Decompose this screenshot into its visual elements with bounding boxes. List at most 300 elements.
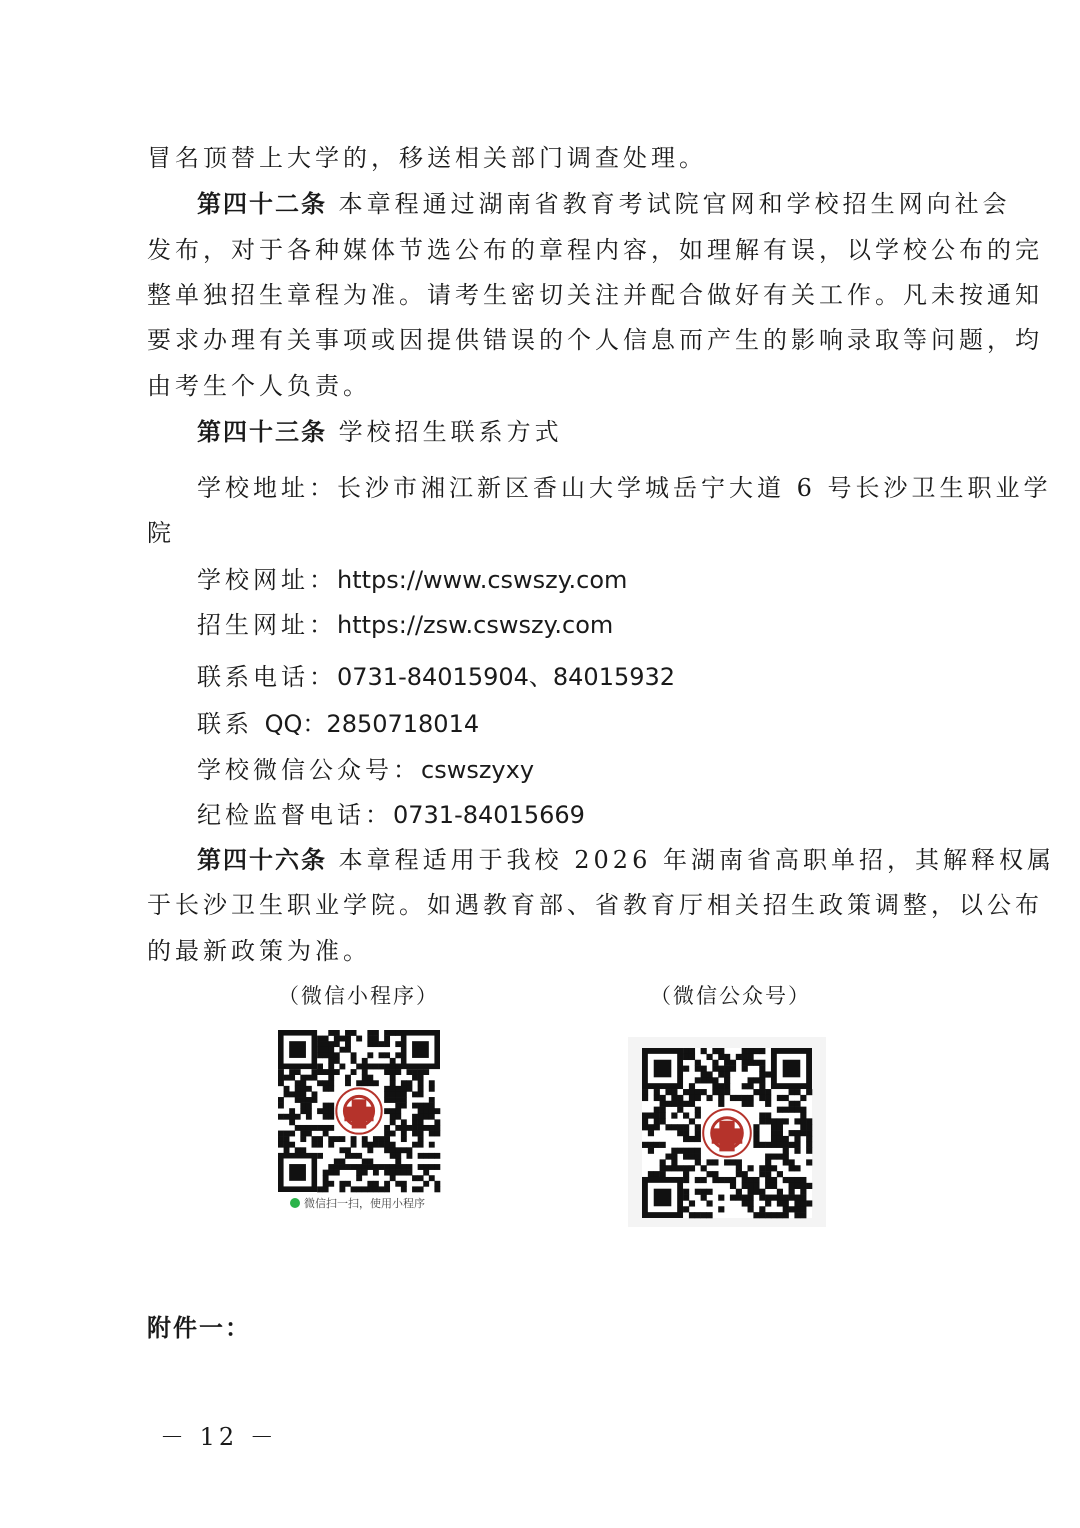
qr-module [677,1101,683,1107]
qr-module [356,1164,362,1170]
qr-module [759,1165,765,1171]
address-line-cont: 院 [147,519,175,547]
qr-module [418,1103,424,1109]
qr-module [765,1200,771,1206]
qr-module [412,1075,418,1081]
qr-module [367,1164,373,1170]
qr-module [406,1147,412,1153]
qr-module [334,1036,340,1042]
qr-module [362,1142,368,1148]
qr-module [730,1159,736,1165]
wechat-account-line [197,755,953,785]
qr-module [718,1101,724,1107]
qr-module [334,1164,340,1170]
qr-module [278,1069,284,1075]
qr-module [406,1086,412,1092]
qr-module [765,1183,771,1189]
qr-module [794,1165,800,1171]
qr-module [295,1091,301,1097]
qr-module [289,1069,295,1075]
qr-module [665,1154,671,1160]
qr-module [289,1119,295,1125]
qr-module [390,1175,396,1181]
qr-module [384,1091,390,1097]
qr-code-icon [278,1030,440,1192]
qr-module [771,1118,777,1124]
qr-module [423,1108,429,1114]
qr-module [367,1158,373,1164]
qr-module [753,1124,759,1130]
qr-module [395,1052,401,1058]
qr-module [395,1158,401,1164]
qr-module [777,1171,783,1177]
official-account-qr-code[interactable] [642,1048,812,1218]
qr-module [671,1095,677,1101]
qr-module [284,1142,290,1148]
qr-module [345,1153,351,1159]
qr-module [648,1148,654,1154]
qr-module [312,1091,318,1097]
qr-module [742,1095,748,1101]
qr-module [356,1170,362,1176]
qr-module [718,1071,724,1077]
qr-module [665,1124,671,1130]
qr-module [783,1142,789,1148]
qr-module [660,1159,666,1165]
qr-module [434,1131,440,1137]
qr-module [367,1142,373,1148]
qr-module [748,1077,754,1083]
wechat-account-value: cswszyxy [421,756,535,784]
qr-module [295,1086,301,1092]
qr-module [278,1131,284,1137]
qr-module [317,1064,323,1070]
qr-module [706,1200,712,1206]
qr-module [753,1077,759,1083]
qr-module [362,1186,368,1192]
qr-module [718,1066,724,1072]
qr-module [323,1186,329,1192]
qr-module [660,1112,666,1118]
qr-module [742,1171,748,1177]
qr-module [642,1095,648,1101]
qr-module [701,1089,707,1095]
supervision-phone-label: 纪检监督电话： [197,801,393,829]
qr-module [660,1142,666,1148]
qr-module [351,1058,357,1064]
qr-module [306,1125,312,1131]
qr-module [736,1165,742,1171]
qr-module [759,1083,765,1089]
school-website-label: 学校网址： [197,566,337,594]
article-46-text: 本章程适用于我校 2026 年湖南省高职单招，其解释权属 [338,846,1055,874]
text-line: 要求办理有关事项或因提供错误的个人信息而产生的影响录取等问题，均 [147,326,1043,354]
qr-module [328,1114,334,1120]
qr-module [800,1195,806,1201]
qr-module [742,1101,748,1107]
qr-module [806,1159,812,1165]
qr-module [742,1054,748,1060]
qr-module [677,1130,683,1136]
qr-module [423,1170,429,1176]
qr-module [683,1154,689,1160]
qr-module [429,1103,435,1109]
qr-module [742,1183,748,1189]
qr-module [351,1164,357,1170]
qr-module [712,1171,718,1177]
qr-module [718,1195,724,1201]
qr-module [384,1036,390,1042]
qr-module [800,1183,806,1189]
qr-module [742,1060,748,1066]
qr-module [328,1058,334,1064]
qr-module [736,1189,742,1195]
qr-module [759,1189,765,1195]
qr-module [362,1158,368,1164]
qr-module [390,1131,396,1137]
qr-module [328,1047,334,1053]
qr-module [695,1154,701,1160]
qr-module [777,1136,783,1142]
qr-module [390,1097,396,1103]
qr-module [642,1118,648,1124]
qr-module [806,1089,812,1095]
qr-module [765,1195,771,1201]
qr-module [390,1164,396,1170]
qr-module [406,1080,412,1086]
qr-module [395,1114,401,1120]
qr-module [390,1119,396,1125]
qr-module [284,1147,290,1153]
qr-module [323,1086,329,1092]
qr-module [648,1124,654,1130]
qr-module [345,1080,351,1086]
qr-module [783,1200,789,1206]
qr-module [339,1158,345,1164]
qr-module [724,1054,730,1060]
qr-module [390,1064,396,1070]
qr-module [794,1212,800,1218]
qr-module [367,1147,373,1153]
qr-module [401,1103,407,1109]
qr-module [695,1124,701,1130]
qr-module [429,1175,435,1181]
qr-module [777,1142,783,1148]
qr-module [390,1086,396,1092]
qr-module [712,1159,718,1165]
qr-module [434,1186,440,1192]
qr-module [771,1177,777,1183]
qr-module [395,1125,401,1131]
article-46-title: 第四十六条 [197,846,327,874]
qr-module [783,1177,789,1183]
qr-module [794,1195,800,1201]
qr-module [345,1030,351,1036]
qr-module [351,1153,357,1159]
qr-module [794,1101,800,1107]
qr-module [648,1171,654,1177]
qr-module [412,1091,418,1097]
qr-module [423,1103,429,1109]
qr-module [300,1147,306,1153]
qr-module [284,1114,290,1120]
school-website-link[interactable]: https://www.cswszy.com [337,566,628,594]
qr-module [677,1107,683,1113]
qr-module [753,1089,759,1095]
qr-module [759,1118,765,1124]
mini-program-caption: （微信小程序） [278,984,439,1008]
admission-website-link[interactable]: https://zsw.cswszy.com [337,611,614,639]
qr-module [395,1041,401,1047]
qr-module [683,1195,689,1201]
qr-module [317,1080,323,1086]
qr-module [345,1041,351,1047]
qr-module [718,1089,724,1095]
qr-module [328,1041,334,1047]
qr-module [718,1095,724,1101]
qr-module [771,1212,777,1218]
qr-module [401,1119,407,1125]
qr-module [712,1077,718,1083]
qr-module [328,1136,334,1142]
qr-module [390,1030,396,1036]
qr-module [718,1206,724,1212]
qr-module [401,1091,407,1097]
qr-module [660,1101,666,1107]
qr-module [748,1101,754,1107]
qr-module [323,1069,329,1075]
qr-module [390,1153,396,1159]
qr-module [345,1147,351,1153]
qr-module [748,1189,754,1195]
qr-module [695,1177,701,1183]
qr-module [429,1164,435,1170]
qr-module [706,1159,712,1165]
qr-module [379,1064,385,1070]
article-43-title: 第四十三条 [197,418,327,446]
qr-module [736,1095,742,1101]
qr-module [671,1112,677,1118]
qr-module [278,1142,284,1148]
qr-module [759,1212,765,1218]
qr-module [367,1041,373,1047]
qr-module [323,1181,329,1187]
qr-module [323,1103,329,1109]
qr-finder-pattern [654,1189,672,1207]
qr-module [429,1114,435,1120]
qr-module [323,1080,329,1086]
qr-module [384,1052,390,1058]
qr-module [736,1195,742,1201]
qr-module [395,1147,401,1153]
qr-module [718,1083,724,1089]
qr-module [765,1095,771,1101]
qr-module [390,1114,396,1120]
qr-module [794,1183,800,1189]
wechat-icon [290,1198,300,1208]
qr-module [373,1136,379,1142]
qr-module [695,1095,701,1101]
qr-module [730,1095,736,1101]
article-43-text: 学校招生联系方式 [338,418,563,446]
qr-module [765,1142,771,1148]
qr-module [748,1183,754,1189]
qr-module [412,1069,418,1075]
qr-module [284,1091,290,1097]
qr-module [384,1069,390,1075]
qr-module [384,1125,390,1131]
qr-module [356,1186,362,1192]
qr-module [323,1047,329,1053]
qr-module [789,1089,795,1095]
mini-program-hint-text: 微信扫一扫，使用小程序 [304,1197,425,1210]
qr-module [390,1142,396,1148]
qr-module [753,1130,759,1136]
qr-module [789,1206,795,1212]
qr-module [423,1164,429,1170]
qr-module [289,1142,295,1148]
qr-module [683,1054,689,1060]
qr-module [683,1089,689,1095]
qr-module [800,1095,806,1101]
qr-module [278,1114,284,1120]
qr-module [339,1164,345,1170]
qr-module [695,1159,701,1165]
qr-code-icon [642,1048,812,1218]
qr-module [712,1060,718,1066]
qr-module [748,1060,754,1066]
qr-module [695,1136,701,1142]
qr-module [800,1212,806,1218]
qr-module [806,1148,812,1154]
page-number: － 12 － [160,1423,278,1451]
qr-module [759,1195,765,1201]
qr-module [418,1175,424,1181]
article-46-first-line [197,845,1055,875]
qr-module [379,1186,385,1192]
text-line: 冒名顶替上大学的，移送相关部门调查处理。 [147,144,707,172]
qr-module [660,1165,666,1171]
qr-module [434,1181,440,1187]
qr-module [317,1036,323,1042]
qr-module [367,1052,373,1058]
qr-module [395,1064,401,1070]
qr-module [384,1030,390,1036]
qr-module [384,1186,390,1192]
qr-module [300,1091,306,1097]
qr-module [789,1101,795,1107]
mini-program-hint [290,1195,425,1211]
qr-module [395,1097,401,1103]
qr-module [777,1154,783,1160]
qr-module [742,1083,748,1089]
qr-module [648,1130,654,1136]
qr-module [683,1066,689,1072]
qr-module [406,1125,412,1131]
article-43-line [197,417,953,447]
qr-module [724,1060,730,1066]
qr-module [800,1124,806,1130]
qr-module [289,1108,295,1114]
qr-module [642,1089,648,1095]
supervision-phone-value: 0731-84015669 [393,801,585,829]
qr-module [777,1189,783,1195]
qr-module [351,1186,357,1192]
qr-module [654,1112,660,1118]
qr-module [771,1165,777,1171]
qr-module [748,1195,754,1201]
qr-module [423,1114,429,1120]
qr-module [706,1054,712,1060]
qr-module [395,1103,401,1109]
qr-module [373,1164,379,1170]
qr-module [660,1107,666,1113]
qr-module [367,1075,373,1081]
qr-module [306,1075,312,1081]
qr-module [730,1060,736,1066]
qr-module [753,1189,759,1195]
qr-module [724,1083,730,1089]
qr-module [689,1054,695,1060]
qr-module [695,1077,701,1083]
qr-module [423,1125,429,1131]
qr-module [683,1136,689,1142]
qr-module [783,1159,789,1165]
qr-module [689,1048,695,1054]
qr-module [379,1041,385,1047]
qr-module [300,1086,306,1092]
qr-module [777,1095,783,1101]
qr-module [677,1124,683,1130]
qr-module [401,1080,407,1086]
qr-module [300,1080,306,1086]
qr-module [765,1165,771,1171]
qr-module [794,1136,800,1142]
phone-value: 0731-84015904、84015932 [337,663,676,691]
qr-module [665,1165,671,1171]
qr-module [429,1108,435,1114]
qr-module [759,1142,765,1148]
qr-module [406,1069,412,1075]
qr-module [724,1089,730,1095]
qr-module [278,1136,284,1142]
qr-module [334,1030,340,1036]
school-website-line [197,565,953,595]
qr-module [306,1097,312,1103]
qr-module [683,1048,689,1054]
phone-label: 联系电话： [197,663,337,691]
qr-module [724,1077,730,1083]
qr-module [317,1125,323,1131]
qr-module [379,1136,385,1142]
qr-module [395,1069,401,1075]
qr-module [373,1080,379,1086]
mini-program-qr-code[interactable] [278,1030,440,1192]
qr-module [418,1091,424,1097]
qr-module [753,1060,759,1066]
qr-module [362,1164,368,1170]
qr-module [759,1171,765,1177]
qr-module [367,1080,373,1086]
qr-module [800,1189,806,1195]
qr-module [701,1048,707,1054]
qr-module [351,1030,357,1036]
qr-module [730,1183,736,1189]
qr-module [695,1107,701,1113]
qr-module [759,1089,765,1095]
official-account-qr-frame [628,1037,826,1227]
qr-module [695,1148,701,1154]
